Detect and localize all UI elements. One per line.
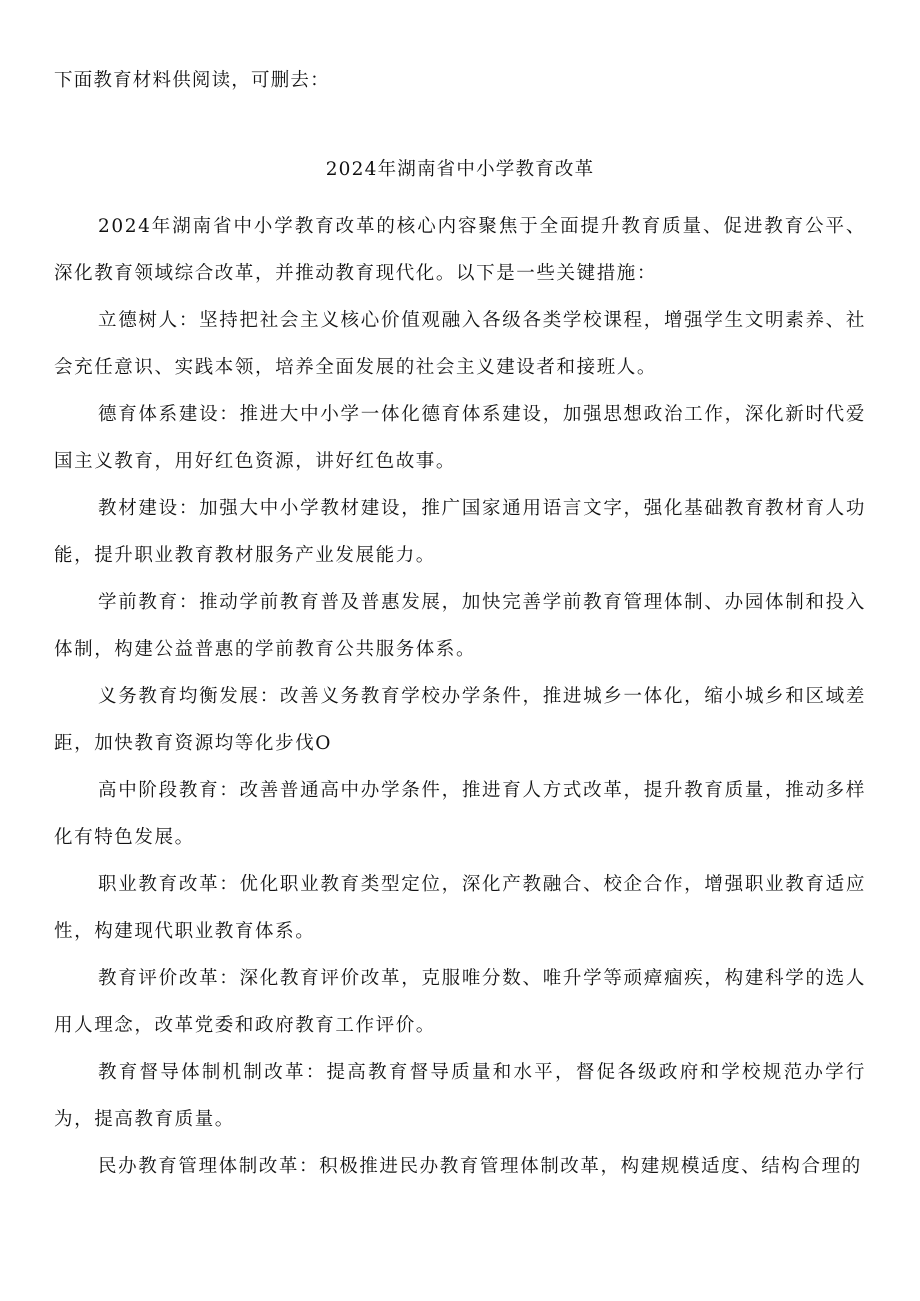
deletable-note: 下面教育材料供阅读，可删去：	[54, 70, 330, 91]
document-title: 2024年湖南省中小学教育改革	[325, 159, 595, 180]
paragraph-high-school: 高中阶段教育：改善普通高中办学条件，推进育人方式改革，提升教育质量，推动多样化有特色发展。	[54, 780, 866, 848]
paragraph-moral-education: 立德树人：坚持把社会主义核心价值观融入各级各类学校课程，增强学生文明素养、社会充任意识、实践本领，培养全面发展的社会主义建设者和接班人。	[54, 310, 866, 378]
paragraph-intro: 2024年湖南省中小学教育改革的核心内容聚焦于全面提升教育质量、促进教育公平、深化教育领域综合改革，并推动教育现代化。以下是一些关键措施：	[54, 216, 866, 284]
paragraph-compulsory: 义务教育均衡发展：改善义务教育学校办学条件，推进城乡一体化，缩小城乡和区域差距，加快教育资源均等化步伐O	[54, 686, 866, 754]
paragraph-textbooks: 教材建设：加强大中小学教材建设，推广国家通用语言文字，强化基础教育教材育人功能，提升职业教育教材服务产业发展能力。	[54, 498, 866, 566]
paragraph-evaluation: 教育评价改革：深化教育评价改革，克服唯分数、唯升学等顽瘴痼疾，构建科学的选人用人理念，改革党委和政府教育工作评价。	[54, 968, 866, 1036]
paragraph-private-education: 民办教育管理体制改革：积极推进民办教育管理体制改革，构建规模适度、结构合理的	[98, 1156, 862, 1177]
paragraph-supervision: 教育督导体制机制改革：提高教育督导质量和水平，督促各级政府和学校规范办学行为，提高教育质量。	[54, 1062, 866, 1130]
paragraph-moral-system: 德育体系建设：推进大中小学一体化德育体系建设，加强思想政治工作，深化新时代爱国主义教育，用好红色资源，讲好红色故事。	[54, 404, 866, 472]
paragraph-vocational: 职业教育改革：优化职业教育类型定位，深化产教融合、校企合作，增强职业教育适应性，构建现代职业教育体系。	[54, 874, 866, 942]
paragraph-preschool: 学前教育：推动学前教育普及普惠发展，加快完善学前教育管理体制、办园体制和投入体制，构建公益普惠的学前教育公共服务体系。	[54, 592, 866, 660]
document-body	[54, 204, 866, 1192]
